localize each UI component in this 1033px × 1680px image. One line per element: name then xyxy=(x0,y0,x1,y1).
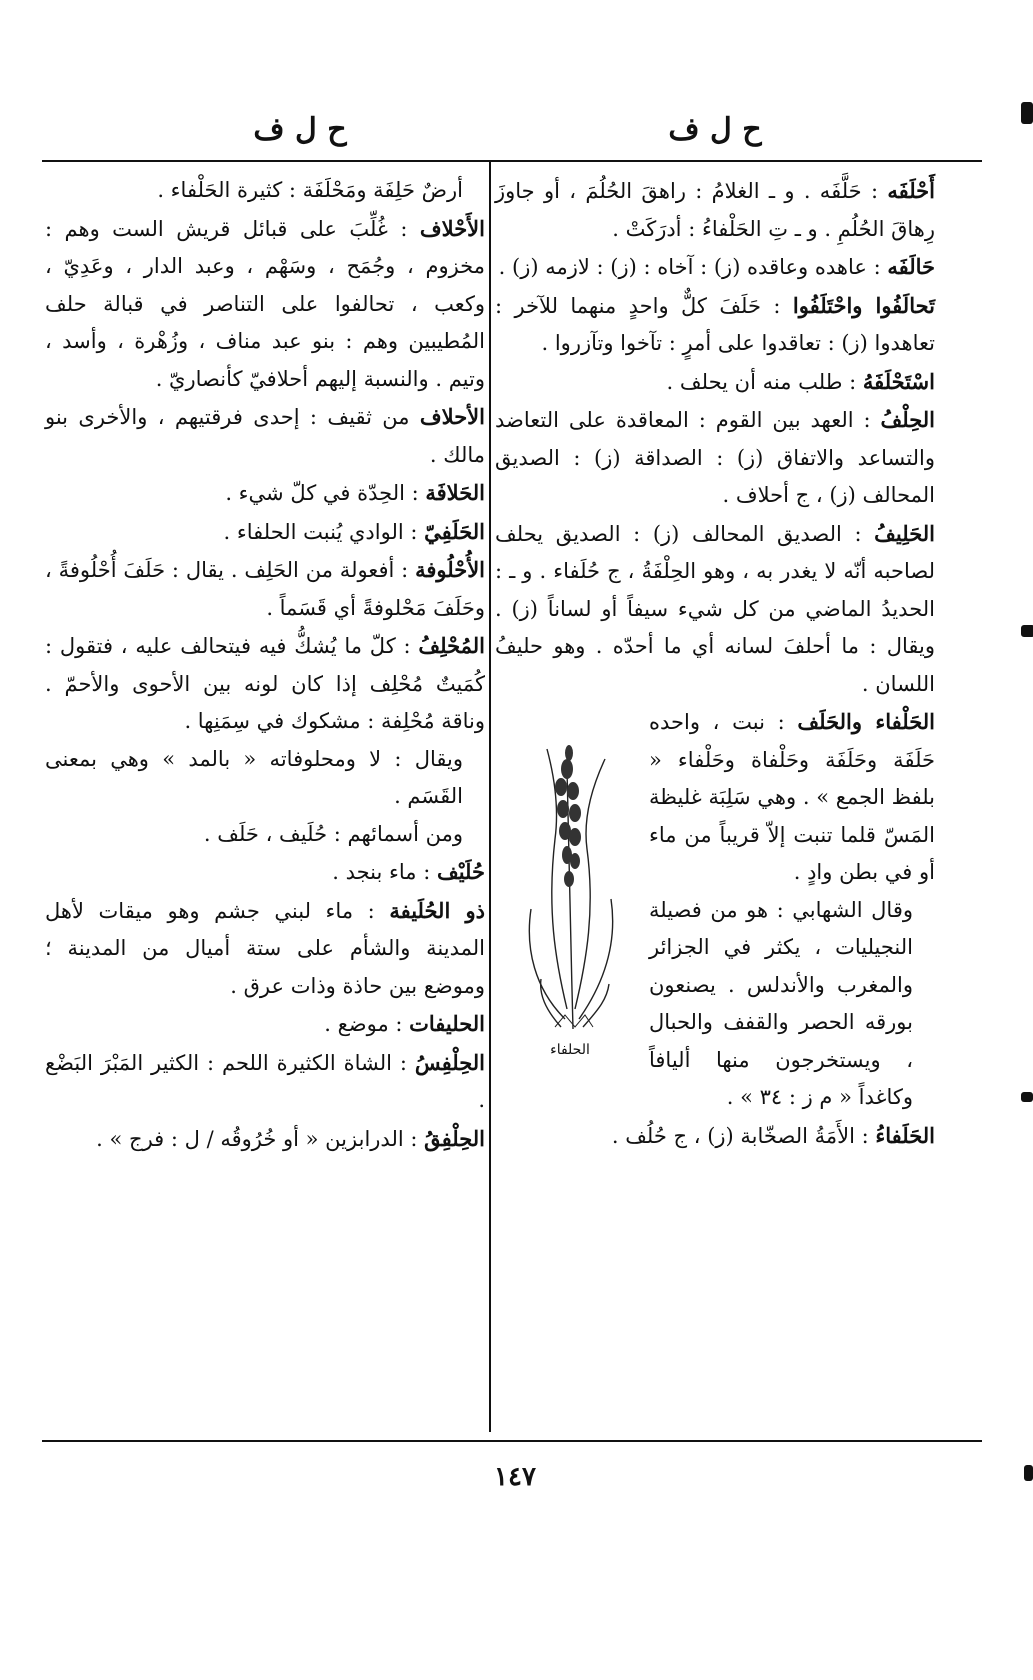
dictionary-entry xyxy=(45,892,485,1006)
page-number: ١٤٧ xyxy=(494,1462,536,1492)
margin-mark xyxy=(1021,625,1033,637)
entry-headword: الحِلْفُ xyxy=(880,407,935,432)
entry-headword: الحِلْفِسُ xyxy=(414,1049,485,1075)
entry-headword: الحَلْفاء والحَلَف xyxy=(797,709,935,734)
dictionary-entry xyxy=(495,363,935,402)
halfa-plant-icon xyxy=(495,709,645,1039)
entry-definition: : نبت ، واحده حَلَفَة وحَلَفَة وحَلْفاة وحَلْفاء « بلفظ الجمع » . وهي سَلِبَة غليظة المَسّ قلما تنبت إلاّ قريباً من ماء أو في بطن وادٍ . xyxy=(649,710,935,884)
entry-headword: الأَحْلاف xyxy=(419,215,485,241)
dictionary-entry xyxy=(495,1117,935,1156)
entry-headword: الأحلاف xyxy=(419,404,485,429)
running-head-right: ح ل ف xyxy=(668,112,762,147)
dictionary-entry xyxy=(45,741,485,816)
entry-definition: : الصديق المحالف (ز) : الصديق يحلف لصاحبه أنّه لا يغدر به ، وهو الحِلْفَةُ ، ج حُلَفاء . و ـ : الحديدُ الماضي من كل شيء سيفاً أو لساناً (ز) . ويقال : ما أحلفَ لسانه أي ما أحدّه . وهو حليفُ اللسان . xyxy=(495,521,935,696)
dictionary-entry xyxy=(45,627,485,741)
left-column xyxy=(45,172,485,1158)
entry-definition: : ماء بنجد . xyxy=(332,860,437,884)
entry-definition: من ثقيف : إحدى فرقتيهم ، والأخرى بنو مالك . xyxy=(45,405,485,467)
entry-definition: : طلب منه أن يحلف . xyxy=(666,369,863,394)
entry-headword: الحليفات xyxy=(409,1011,485,1036)
dictionary-entry xyxy=(45,1044,485,1120)
entry-definition: : غُلِّبَ على قبائل قريش الست وهم : مخزوم ، وجُمَح ، وسَهْم ، وعبد الدار ، وعَدِيّ ، وكعب ، تحالفوا على التناصر في قبالة حلف المُطيبين وهم : بنو عبد مناف ، وزُهْرة ، وأسد ، وتيم . والنسبة إليهم أحلافيّ كأنصاريّ . xyxy=(45,216,485,391)
entry-definition: : الدرابزين « أو خُرُوقُه / ل : فرج » . xyxy=(96,1126,425,1151)
dictionary-entry xyxy=(45,1120,485,1159)
margin-mark xyxy=(1021,1092,1033,1102)
dictionary-entry xyxy=(45,172,485,210)
dictionary-entry xyxy=(45,513,485,552)
entry-headword: الحَلافَة xyxy=(425,480,485,505)
entry-headword: الحَلَفاءُ xyxy=(875,1122,935,1148)
bottom-rule xyxy=(42,1440,982,1442)
entry-headword: الحِلْفِقُ xyxy=(424,1125,485,1151)
entry-definition: وقال الشهابي : هو من فصيلة النجيليات ، يكثر في الجزائر والمغرب والأندلس . يصنعون بورقه الحصر والقفف والحبال ، ويستخرجون منها أليافاً وكاغداً « م ز : ٣٤ » . xyxy=(649,897,913,1109)
dictionary-entry xyxy=(45,210,485,399)
dictionary-entry xyxy=(495,287,935,363)
entry-headword: اسْتَحْلَفَهُ xyxy=(862,368,935,394)
entry-definition: : أفعولة من الحَلِف . يقال : حَلَفَ أُحْلُوفةً ، وحَلَفَ مَحْلوفةً أي قَسَماً . xyxy=(45,558,485,620)
dictionary-entry xyxy=(45,853,485,892)
entry-headword: أَحْلَفَه xyxy=(887,178,935,203)
entry-definition: ومن أسمائهم : حُلَيف ، حَلَف . xyxy=(203,821,463,846)
dictionary-entry xyxy=(495,172,935,248)
entry-headword: حَالَفَه xyxy=(887,254,935,279)
entry-headword: الحَلِيفُ xyxy=(874,520,935,546)
dictionary-entry xyxy=(495,515,935,704)
entry-definition: : الأَمَةُ الصخّابة (ز) ، ج حُلُف . xyxy=(611,1123,876,1148)
dictionary-entry xyxy=(495,248,935,287)
dictionary-entry xyxy=(45,398,485,474)
dictionary-entry xyxy=(45,551,485,627)
entry-definition: : كلّ ما يُشكُّ فيه فيتحالف عليه ، فتقول : كُمَيتٌ مُحْلِف إذا كان لونه بين الأحوى والأحمّ . وناقة مُحْلِفة : مشكوك في سِمَنِها . xyxy=(45,634,485,733)
dictionary-entry xyxy=(45,474,485,513)
figure-caption: الحلفاء xyxy=(550,1042,590,1058)
dictionary-entry xyxy=(495,401,935,515)
entry-headword: الحَلَفِيّ xyxy=(424,518,485,544)
entry-definition: : عاهده وعاقده (ز) : آخاه : (ز) : لازمه (ز) . xyxy=(498,255,888,279)
entry-definition: : ماء لبني جشم وهو ميقات لأهل المدينة والشأم على ستة أميال من المدينة ؛ وموضع بين حاذة وذات عرق . xyxy=(45,898,485,998)
margin-mark xyxy=(1021,102,1033,124)
entry-headword: الأُحْلُوفة xyxy=(415,557,485,582)
entry-headword: حُلَيْف xyxy=(436,859,485,884)
entry-definition: : حَلَّفَه . و ـ الغلامُ : راهقَ الحُلُمَ ، أو جاوزَ رِهاقَ الحُلُمِ . و ـ تِ الحَلْفاءُ : أدرَكَتْ . xyxy=(495,179,935,241)
top-rule xyxy=(42,160,982,162)
entry-definition: : الحِدّة في كلّ شيء . xyxy=(225,481,426,505)
entry-headword: المُحْلِفُ xyxy=(418,633,485,658)
halfa-plant-figure xyxy=(495,709,645,1059)
entry-headword: تَحالَفُوا واحْتَلَفُوا xyxy=(792,292,935,318)
entry-definition: أرضٌ حَلِفَة ومَحْلَفَة : كثيرة الحَلْفاء . xyxy=(157,178,463,202)
running-head-left: ح ل ف xyxy=(253,112,347,147)
dictionary-entry xyxy=(45,816,485,854)
entry-definition: ويقال : لا ومحلوفاته « بالمد » وهي بمعنى القَسَم . xyxy=(45,746,463,808)
entry-definition: : موضع . xyxy=(324,1012,410,1036)
margin-mark xyxy=(1024,1465,1033,1481)
entry-definition: : العهد بين القوم : المعاقدة على التعاضد والتساعد والاتفاق (ز) : الصداقة (ز) : الصديق المحالف (ز) ، ج أحلاف . xyxy=(495,408,935,507)
entry-definition: : حَلَفَ كلٌّ واحدٍ منهما للآخر : تعاهدوا (ز) : تعاقدوا على أمرٍ : تآخوا وتآزروا . xyxy=(495,293,935,355)
entry-definition: : الشاة الكثيرة اللحم : الكثير المَبْرَ البَضْع . xyxy=(45,1050,485,1112)
column-divider xyxy=(489,162,491,1432)
dictionary-entry xyxy=(45,1005,485,1044)
entry-definition: : الوادي يُنبت الحلفاء . xyxy=(223,519,425,544)
right-column xyxy=(495,172,935,1155)
entry-headword: ذو الحُلَيفة xyxy=(389,897,485,923)
